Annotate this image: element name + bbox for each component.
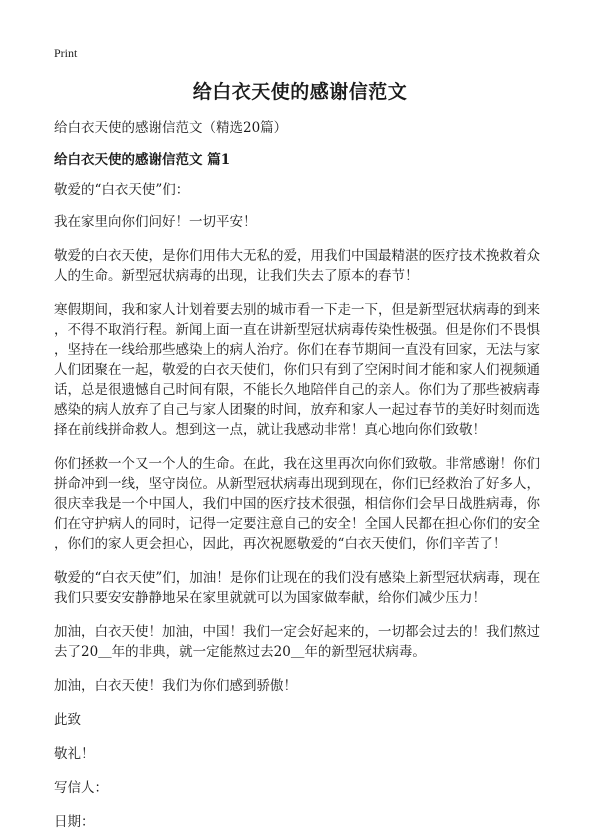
paragraph-line: 很庆幸我是一个中国人，我们中国的医疗技术很强，相信你们会早日战胜病毒，你 — [54, 496, 540, 512]
paragraph-2 — [54, 300, 550, 440]
paragraph-line: 加油，白衣天使！我们为你们感到骄傲！ — [54, 678, 297, 694]
document-body — [54, 118, 550, 832]
paragraph-line: 敬爱的“白衣天使”们，加油！是你们让现在的我们没有感染上新型冠状病毒，现在 — [54, 570, 541, 586]
document-subtitle: 给白衣天使的感谢信范文（精选20篇） — [54, 120, 288, 136]
salutation: 敬爱的“白衣天使”们： — [54, 182, 190, 198]
paragraph-line: 你们拯救一个又一个人的生命。在此，我在这里再次向你们致敬。非常感谢！你们 — [54, 456, 540, 472]
paragraph-line: 人们团聚在一起，敬爱的白衣天使们，你们只有到了空闲时间才能和家人们视频通 — [54, 362, 540, 378]
greeting-line: 我在家里向你们问好！一切平安！ — [54, 214, 257, 230]
paragraph-line: 话，总是很遗憾自己时间有限，不能长久地陪伴自己的亲人。你们为了那些被病毒 — [54, 382, 540, 398]
paragraph-6 — [54, 676, 550, 696]
paragraph-4 — [54, 568, 550, 608]
writer-label: 写信人： — [54, 780, 108, 796]
print-label[interactable]: Print — [54, 46, 78, 60]
paragraph-line: 拼命冲到一线，坚守岗位。从新型冠状病毒出现到现在，你们已经救治了好多人， — [54, 476, 540, 492]
paragraph-line: 人的生命。新型冠状病毒的出现，让我们失去了原本的春节！ — [54, 268, 419, 284]
paragraph-line: 感染的病人放弃了自己与家人团聚的时间，放弃和家人一起过春节的美好时刻而选 — [54, 402, 540, 418]
closing-line-1: 此致 — [54, 712, 81, 728]
paragraph-5 — [54, 622, 550, 662]
paragraph-line: 寒假期间，我和家人计划着要去别的城市看一下走一下，但是新型冠状病毒的到来 — [54, 302, 540, 318]
paragraph-line: 加油，白衣天使！加油，中国！我们一定会好起来的，一切都会过去的！我们熬过 — [54, 624, 540, 640]
date-label: 日期： — [54, 814, 95, 830]
closing-line-2: 敬礼！ — [54, 746, 95, 762]
paragraph-3 — [54, 454, 550, 554]
paragraph-line: 我们只要安安静静地呆在家里就就可以为国家做奉献，给你们减少压力！ — [54, 590, 486, 606]
page-title: 给白衣天使的感谢信范文 — [192, 81, 408, 103]
paragraph-line: 敬爱的白衣天使，是你们用伟大无私的爱，用我们中国最精湛的医疗技术挽救着众 — [54, 248, 540, 264]
paragraph-line: 们在守护病人的同时，记得一定要注意自己的安全！全国人民都在担心你们的安全 — [54, 516, 540, 532]
paragraph-line: ，坚持在一线给那些感染上的病人治疗。你们在春节期间一直没有回家，无法与家 — [54, 342, 540, 358]
paragraph-line: 择在前线拼命救人。想到这一点，就让我感动非常！真心地向你们致敬！ — [54, 422, 486, 438]
paragraph-line: 去了20＿年的非典，就一定能熬过去20＿年的新型冠状病毒。 — [54, 644, 426, 660]
section-heading: 给白衣天使的感谢信范文 篇1 — [54, 152, 231, 168]
paragraph-line: ，不得不取消行程。新闻上面一直在讲新型冠状病毒传染性极强。但是你们不畏惧 — [54, 322, 540, 338]
paragraph-1 — [54, 246, 550, 286]
paragraph-line: ，你们的家人更会担心，因此，再次祝愿敬爱的“白衣天使们，你们辛苦了！ — [54, 536, 507, 552]
